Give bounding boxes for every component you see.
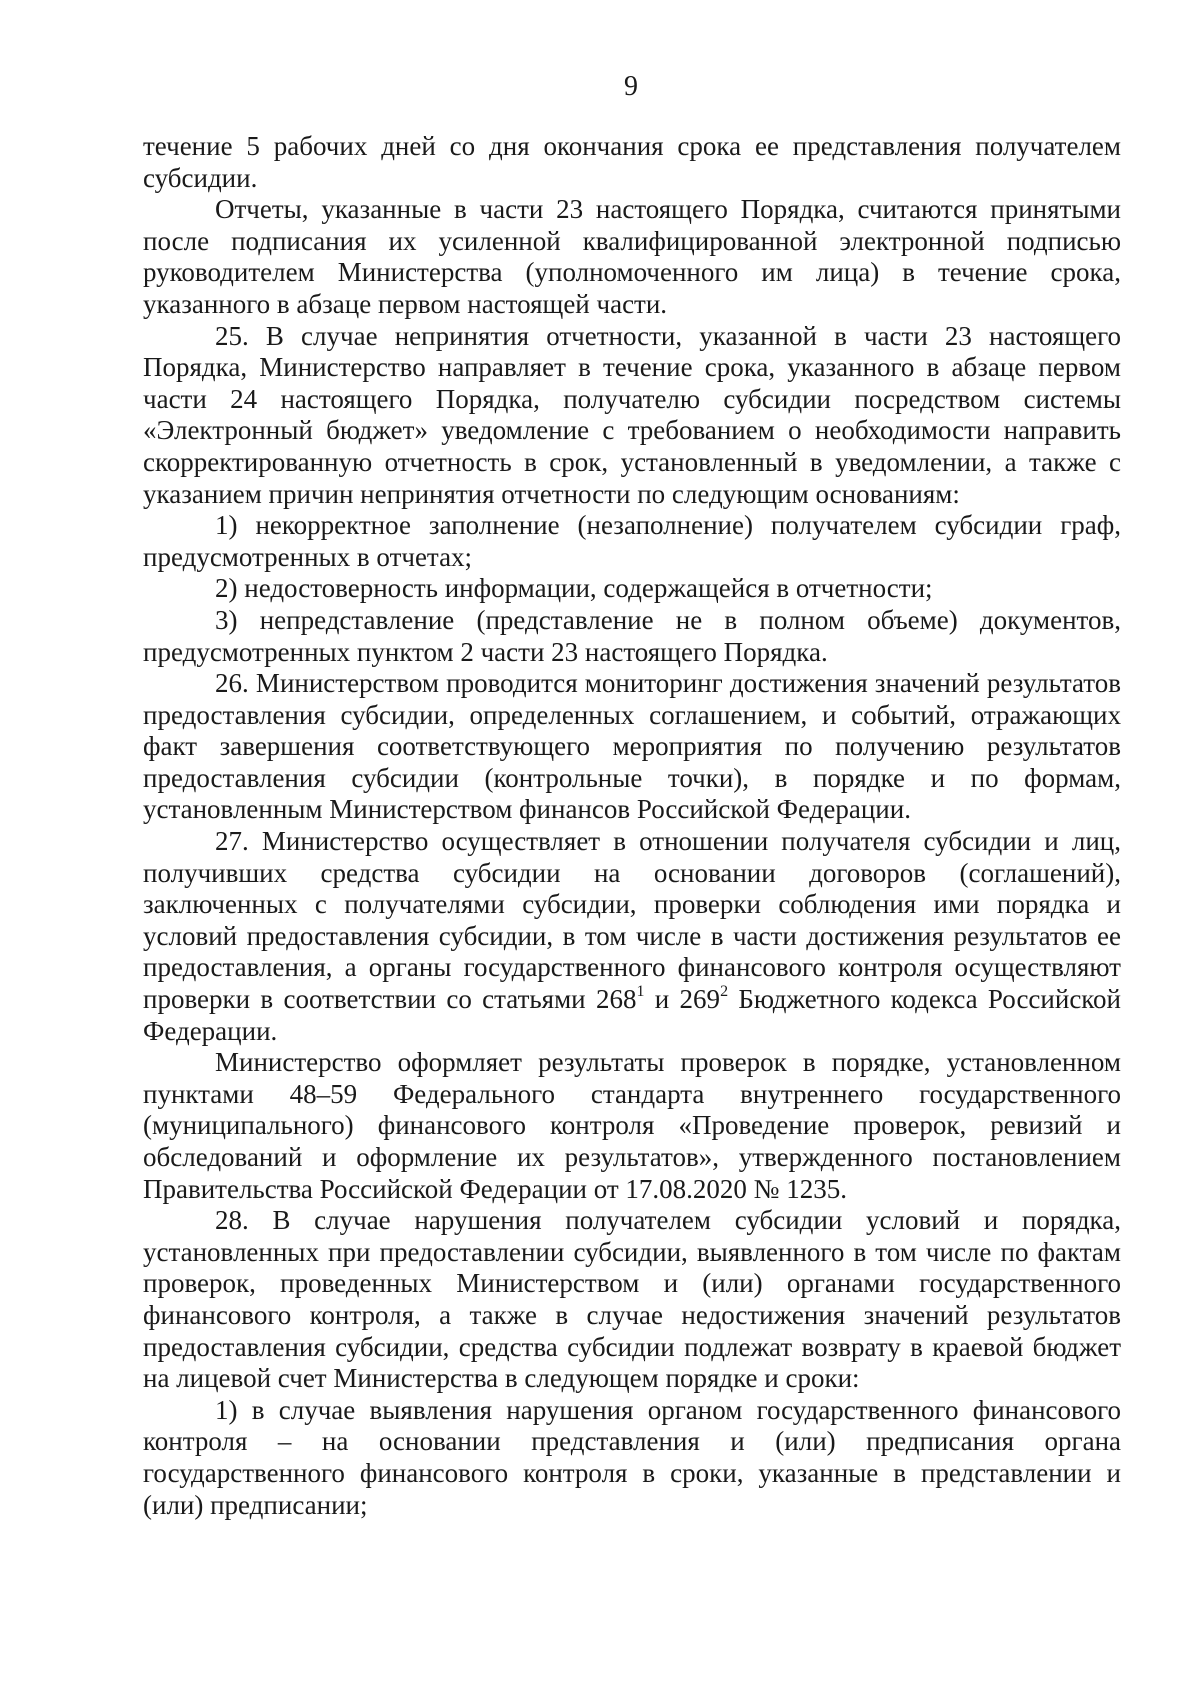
paragraph-27-text-b: и 269	[644, 984, 721, 1015]
paragraph-27	[143, 826, 1121, 1047]
paragraph-25-item-2: 2) недостоверность информации, содержащейся в отчетности;	[215, 573, 933, 604]
paragraph-inspection-results: Министерство оформляет результаты проверок в порядке, установленном пунктами 48–59 Федерального стандарта внутреннего государственного (муниципального) финансового контроля «Проведение проверок, ревизий и обследований и оформление их результатов», утвержденного постановлением Правительства Российской Федерации от 17.08.2020 № 1235.	[143, 1047, 1121, 1204]
paragraph-reports-accepted: Отчеты, указанные в части 23 настоящего Порядка, считаются принятыми после подписания их усиленной квалифицированной электронной подписью руководителем Министерства (уполномоченного им лица) в течение срока, указанного в абзаце первом настоящей части.	[143, 194, 1121, 319]
paragraph-25: 25. В случае непринятия отчетности, указанной в части 23 настоящего Порядка, Министерство направляет в течение срока, указанного в абзаце первом части 24 настоящего Порядка, получателю субсидии посредством системы «Электронный бюджет» уведомление с требованием о необходимости направить скорректированную отчетность в срок, установленный в уведомлении, а также с указанием причин непринятия отчетности по следующим основаниям:	[143, 320, 1121, 509]
paragraph-26: 26. Министерством проводится мониторинг достижения значений результатов предоставления субсидии, определенных соглашением, и событий, отражающих факт завершения соответствующего мероприятия по получению результатов предоставления субсидии (контрольные точки), в порядке и по формам, установленным Министерством финансов Российской Федерации.	[143, 668, 1121, 825]
superscript-1: 1	[636, 983, 645, 1001]
document-body	[143, 131, 1121, 1521]
paragraph-continuation: течение 5 рабочих дней со дня окончания срока ее представления получателем субсидии.	[143, 131, 1121, 193]
paragraph-27-text-c: Бюджетного кодекса Российской Федерации.	[143, 984, 1121, 1046]
paragraph-25-item-1: 1) некорректное заполнение (незаполнение) получателем субсидии граф, предусмотренных в отчетах;	[143, 510, 1121, 572]
paragraph-28-item-1: 1) в случае выявления нарушения органом государственного финансового контроля – на основании представления и (или) предписания органа государственного финансового контроля в сроки, указанные в представлении и (или) предписании;	[143, 1394, 1121, 1520]
paragraph-25-item-3: 3) непредставление (представление не в полном объеме) документов, предусмотренных пунктом 2 части 23 настоящего Порядка.	[143, 604, 1121, 667]
superscript-2: 2	[720, 983, 729, 1001]
paragraph-27-text-a: 27. Министерство осуществляет в отношении получателя субсидии и лиц, получивших средства субсидии на основании договоров (соглашений), заключенных с получателями субсидии, проверки соблюдения ими порядка и условий предоставления субсидии, в том числе в части достижения результатов ее предоставления, а органы государственного финансового контроля осуществляют проверки в соответствии со статьями 268	[143, 826, 1121, 1015]
paragraph-28: 28. В случае нарушения получателем субсидии условий и порядка, установленных при предоставлении субсидии, выявленного в том числе по фактам проверок, проведенных Министерством и (или) органами государственного финансового контроля, а также в случае недостижения значений результатов предоставления субсидии, средства субсидии подлежат возврату в краевой бюджет на лицевой счет Министерства в следующем порядке и сроки:	[143, 1205, 1121, 1394]
page-number: 9	[624, 71, 638, 102]
